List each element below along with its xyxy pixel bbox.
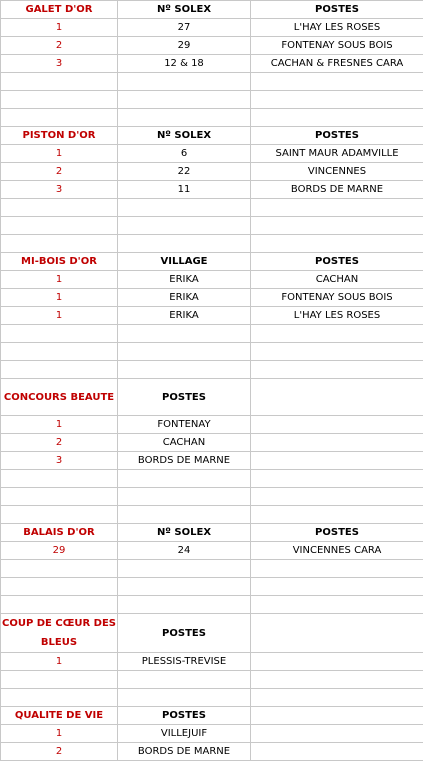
- value-cell: BORDS DE MARNE: [251, 181, 423, 199]
- table-row: [1, 743, 423, 761]
- value-cell: [251, 653, 423, 671]
- value-cell: BORDS DE MARNE: [118, 743, 251, 761]
- empty-row: [1, 91, 423, 109]
- value-cell: ERIKA: [118, 289, 251, 307]
- table-row: [1, 542, 423, 560]
- table-row: [1, 19, 423, 37]
- column-header: [251, 379, 423, 416]
- value-cell: SAINT MAUR ADAMVILLE: [251, 145, 423, 163]
- rank-cell: 3: [1, 452, 118, 470]
- empty-row: [1, 689, 423, 707]
- empty-row: [1, 325, 423, 343]
- table-row: [1, 725, 423, 743]
- column-header: Nº SOLEX: [118, 524, 251, 542]
- column-header: Nº SOLEX: [118, 1, 251, 19]
- section-header: [1, 253, 423, 271]
- section-title: QUALITE DE VIE: [1, 707, 118, 725]
- table-row: [1, 289, 423, 307]
- section-header: [1, 614, 423, 653]
- rank-cell: 1: [1, 307, 118, 325]
- section-header: [1, 707, 423, 725]
- section-header: [1, 524, 423, 542]
- value-cell: 24: [118, 542, 251, 560]
- rank-cell: 3: [1, 55, 118, 73]
- empty-row: [1, 596, 423, 614]
- empty-row: [1, 560, 423, 578]
- column-header: POSTES: [251, 524, 423, 542]
- column-header: VILLAGE: [118, 253, 251, 271]
- section-header: [1, 1, 423, 19]
- value-cell: L'HAY LES ROSES: [251, 307, 423, 325]
- rank-cell: 1: [1, 653, 118, 671]
- empty-row: [1, 109, 423, 127]
- table-row: [1, 434, 423, 452]
- section-header: [1, 127, 423, 145]
- value-cell: [251, 416, 423, 434]
- column-header: POSTES: [251, 127, 423, 145]
- table-row: [1, 145, 423, 163]
- empty-row: [1, 235, 423, 253]
- table-row: [1, 37, 423, 55]
- table-row: [1, 653, 423, 671]
- empty-row: [1, 506, 423, 524]
- section-title: COUP DE CŒUR DES BLEUS: [1, 614, 118, 653]
- empty-row: [1, 578, 423, 596]
- value-cell: FONTENAY: [118, 416, 251, 434]
- value-cell: [251, 725, 423, 743]
- value-cell: 12 & 18: [118, 55, 251, 73]
- value-cell: VILLEJUIF: [118, 725, 251, 743]
- table-row: [1, 163, 423, 181]
- section-title: GALET D'OR: [1, 1, 118, 19]
- column-header: POSTES: [251, 253, 423, 271]
- rank-cell: 2: [1, 163, 118, 181]
- empty-row: [1, 488, 423, 506]
- empty-row: [1, 73, 423, 91]
- table-row: [1, 416, 423, 434]
- empty-row: [1, 343, 423, 361]
- empty-row: [1, 199, 423, 217]
- value-cell: VINCENNES CARA: [251, 542, 423, 560]
- value-cell: L'HAY LES ROSES: [251, 19, 423, 37]
- value-cell: CACHAN: [118, 434, 251, 452]
- column-header: POSTES: [118, 379, 251, 416]
- value-cell: BORDS DE MARNE: [118, 452, 251, 470]
- value-cell: 27: [118, 19, 251, 37]
- empty-row: [1, 671, 423, 689]
- value-cell: 29: [118, 37, 251, 55]
- rank-cell: 3: [1, 181, 118, 199]
- column-header: POSTES: [251, 1, 423, 19]
- value-cell: [251, 434, 423, 452]
- rank-cell: 1: [1, 725, 118, 743]
- rank-cell: 1: [1, 416, 118, 434]
- value-cell: 11: [118, 181, 251, 199]
- table-row: [1, 55, 423, 73]
- section-title: MI-BOIS D'OR: [1, 253, 118, 271]
- table-row: [1, 452, 423, 470]
- value-cell: FONTENAY SOUS BOIS: [251, 37, 423, 55]
- value-cell: [251, 452, 423, 470]
- table-row: [1, 307, 423, 325]
- value-cell: PLESSIS-TREVISE: [118, 653, 251, 671]
- value-cell: ERIKA: [118, 271, 251, 289]
- value-cell: 22: [118, 163, 251, 181]
- rank-cell: 1: [1, 289, 118, 307]
- value-cell: ERIKA: [118, 307, 251, 325]
- value-cell: CACHAN & FRESNES CARA: [251, 55, 423, 73]
- rank-cell: 2: [1, 743, 118, 761]
- value-cell: FONTENAY SOUS BOIS: [251, 289, 423, 307]
- column-header: [251, 614, 423, 653]
- value-cell: [251, 743, 423, 761]
- value-cell: 6: [118, 145, 251, 163]
- value-cell: CACHAN: [251, 271, 423, 289]
- column-header: POSTES: [118, 614, 251, 653]
- value-cell: VINCENNES: [251, 163, 423, 181]
- empty-row: [1, 217, 423, 235]
- table-row: [1, 181, 423, 199]
- column-header: Nº SOLEX: [118, 127, 251, 145]
- section-header: [1, 379, 423, 416]
- empty-row: [1, 470, 423, 488]
- column-header: [251, 707, 423, 725]
- rank-cell: 1: [1, 271, 118, 289]
- rank-cell: 29: [1, 542, 118, 560]
- column-header: POSTES: [118, 707, 251, 725]
- section-title: PISTON D'OR: [1, 127, 118, 145]
- rank-cell: 1: [1, 145, 118, 163]
- rank-cell: 1: [1, 19, 118, 37]
- empty-row: [1, 361, 423, 379]
- section-title: BALAIS D'OR: [1, 524, 118, 542]
- section-title: CONCOURS BEAUTE: [1, 379, 118, 416]
- rank-cell: 2: [1, 37, 118, 55]
- table-row: [1, 271, 423, 289]
- rank-cell: 2: [1, 434, 118, 452]
